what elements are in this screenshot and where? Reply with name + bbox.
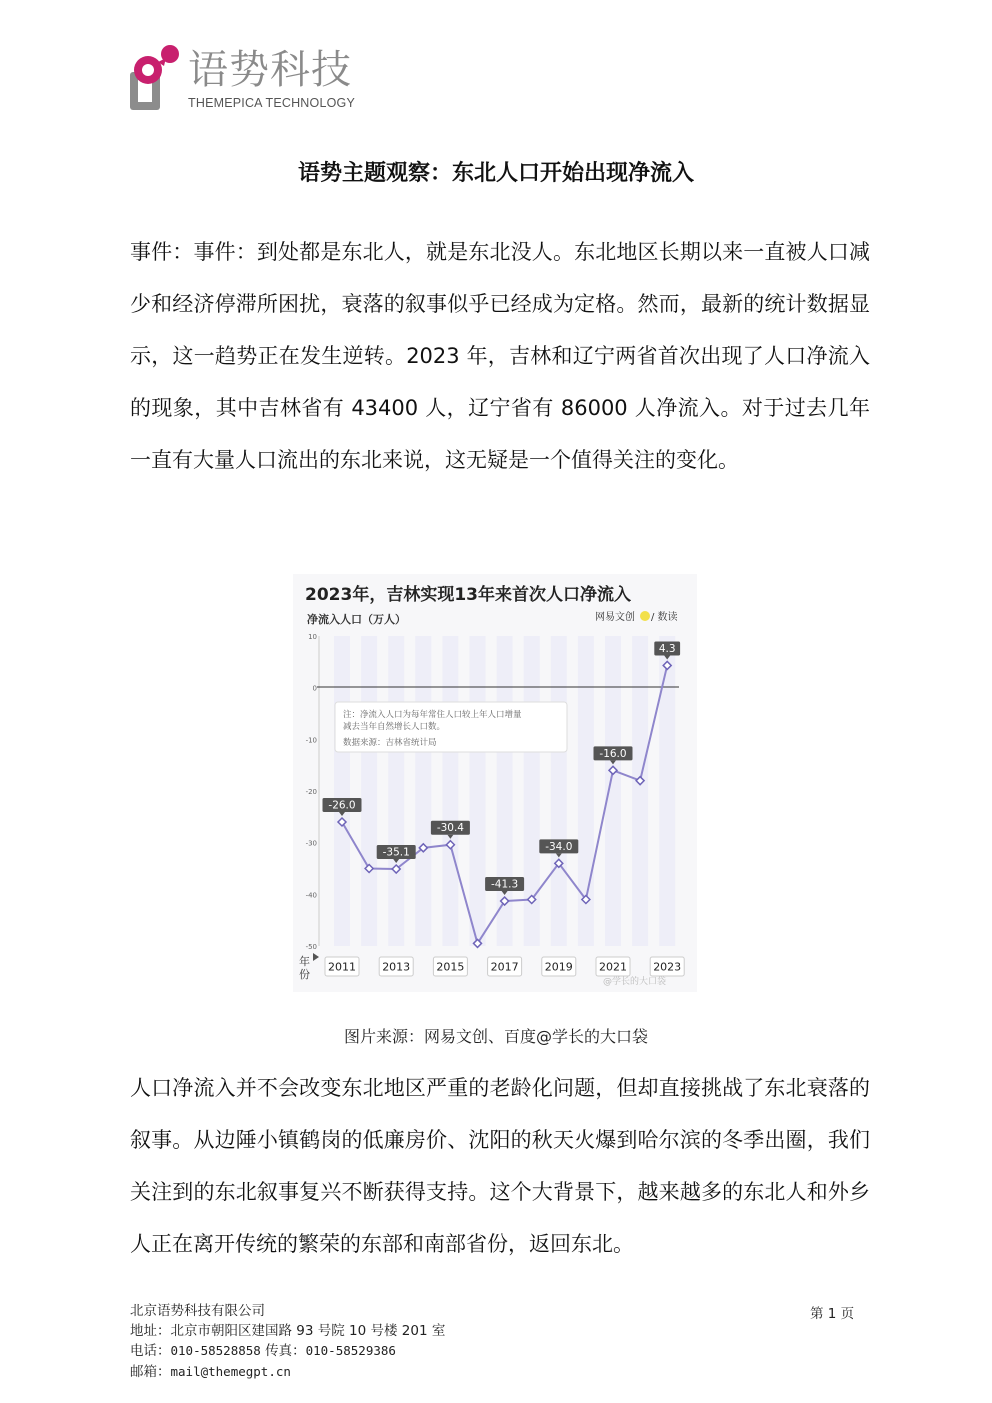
chart-svg bbox=[293, 574, 697, 992]
logo-english-text: THEMEPICA TECHNOLOGY bbox=[188, 96, 355, 110]
stripe-2013 bbox=[388, 636, 404, 946]
document-title: 语势主题观察：东北人口开始出现净流入 bbox=[297, 161, 694, 186]
paragraph-analysis: 人口净流入并不会改变东北地区严重的老龄化问题，但却直接挑战了东北衰落的叙事。从边陲小镇鹤岗的低廉房价、沈阳的秋天火爆到哈尔滨的冬季出圈，我们关注到的东北叙事复兴不断获得支持。这个大背景下，越来越多的东北人和外乡人正在离开传统的繁荣的东部和南部省份，返回东北。 bbox=[130, 1076, 870, 1256]
stripe-2023 bbox=[659, 636, 675, 946]
stripe-2014 bbox=[415, 636, 431, 946]
chart-note-line-3: 数据来源：吉林省统计局 bbox=[343, 738, 437, 748]
x-tick-2015: 2015 bbox=[436, 960, 465, 974]
data-label-text: -35.1 bbox=[382, 846, 410, 859]
paragraph-event: 事件：事件：到处都是东北人，就是东北没人。东北地区长期以来一直被人口减少和经济停滞所困扰，衰落的叙事似乎已经成为定格。然而，最新的统计数据显示，这一趋势正在发生逆转。2023 年，吉林和辽宁两省首次出现了人口净流入的现象，其中吉林省有 43400 人，辽宁省有 86000 人净流入。对于过去几年一直有大量人口流出的东北来说，这无疑是一个值得关注的变化。 bbox=[130, 240, 870, 472]
page-number: 第 1 页 bbox=[810, 1306, 855, 1322]
fax-label: 传真： bbox=[260, 1343, 306, 1359]
y-tick--30: -30 bbox=[305, 839, 317, 848]
data-label-text: -16.0 bbox=[599, 747, 627, 760]
x-tick-2017: 2017 bbox=[490, 960, 519, 974]
footer-contact bbox=[130, 1302, 445, 1382]
chart-note-box bbox=[335, 702, 567, 752]
chart-ylabel: 净流入人口（万人） bbox=[307, 613, 406, 626]
stripe-2016 bbox=[470, 636, 486, 946]
x-tick-2023: 2023 bbox=[653, 960, 682, 974]
chart-watermark: @学长的大口袋 bbox=[603, 977, 667, 987]
y-tick--10: -10 bbox=[305, 736, 317, 745]
x-tick-2019: 2019 bbox=[544, 960, 573, 974]
image-caption: 图片来源：网易文创、百度@学长的大口袋 bbox=[343, 1027, 648, 1046]
chart-note-line-1: 注：净流入人口为每年常住人口较上年人口增量 bbox=[343, 710, 522, 720]
chart-note-line-2: 减去当年自然增长人口数。 bbox=[343, 722, 446, 732]
logo-chinese-text: 语势科技 bbox=[188, 47, 352, 93]
footer-email-line bbox=[130, 1362, 445, 1383]
footer-company: 北京语势科技有限公司 bbox=[130, 1303, 265, 1319]
y-tick--40: -40 bbox=[305, 891, 317, 900]
y-tick--20: -20 bbox=[305, 788, 317, 796]
x-tick-2013: 2013 bbox=[382, 960, 411, 974]
data-label-text: -30.4 bbox=[436, 822, 464, 835]
phone-label: 电话： bbox=[130, 1343, 171, 1359]
x-tick-2021: 2021 bbox=[599, 960, 627, 974]
chart-source-tag: 网易文创 bbox=[595, 612, 635, 623]
email-address[interactable]: mail@themegpt.cn bbox=[170, 1363, 291, 1379]
fax-number: 010-58529386 bbox=[305, 1343, 396, 1358]
phone-number: 010-58528858 bbox=[170, 1343, 261, 1358]
stripe-2011 bbox=[334, 636, 350, 946]
chart-title: 2023年，吉林实现13年来首次人口净流入 bbox=[305, 585, 631, 605]
stripe-2019 bbox=[551, 636, 567, 946]
chart-xlabel-fen: 份 bbox=[299, 968, 310, 981]
data-label-text: -26.0 bbox=[328, 799, 356, 812]
data-label-text: 4.3 bbox=[658, 642, 676, 655]
x-tick-2011: 2011 bbox=[328, 960, 356, 974]
footer-address: 地址：北京市朝阳区建国路 93 号院 10 号楼 201 室 bbox=[130, 1322, 446, 1339]
y-tick-0: 0 bbox=[312, 684, 317, 693]
stripe-2012 bbox=[361, 636, 377, 946]
data-label-text: -34.0 bbox=[545, 840, 573, 853]
company-logo bbox=[130, 44, 370, 116]
chart-xlabel-year: 年 bbox=[299, 955, 310, 968]
email-label: 邮箱： bbox=[130, 1363, 171, 1380]
stripe-2022 bbox=[632, 636, 648, 946]
chart-source-tag2: / 数读 bbox=[651, 612, 678, 623]
stripe-2021 bbox=[605, 636, 621, 946]
y-tick-10: 10 bbox=[308, 633, 317, 641]
data-label-text: -41.3 bbox=[491, 878, 519, 891]
source-logo-icon bbox=[640, 611, 650, 621]
population-chart bbox=[293, 574, 697, 992]
footer-phone-line bbox=[130, 1341, 445, 1362]
logo-mark-icon bbox=[130, 44, 182, 112]
y-tick--50: -50 bbox=[305, 943, 317, 951]
stripe-2015 bbox=[442, 636, 458, 946]
